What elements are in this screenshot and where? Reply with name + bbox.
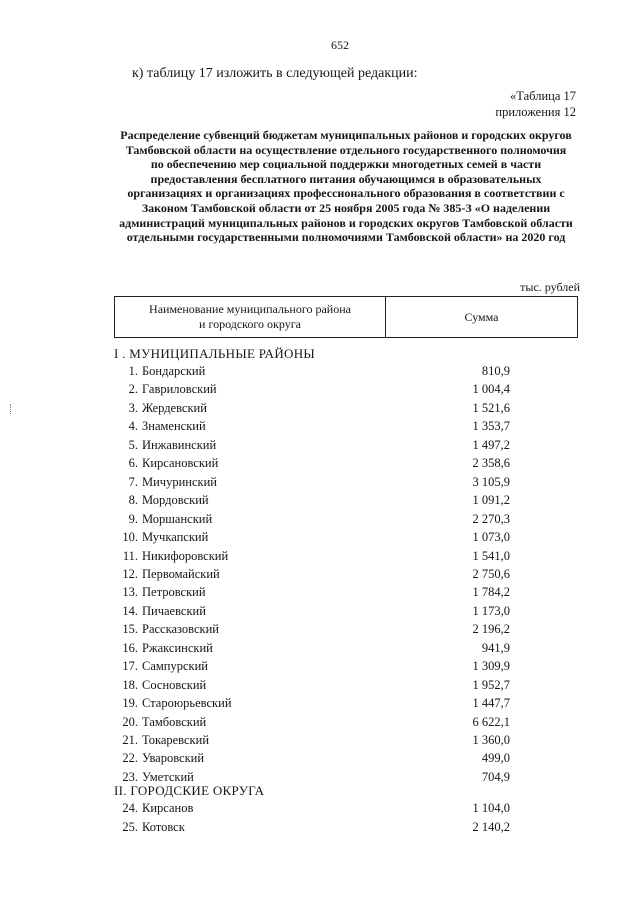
table-row [122, 456, 510, 474]
row-amount: 941,9 [481, 640, 510, 655]
page-number: 652 [331, 38, 349, 52]
row-number: 5. [128, 437, 138, 452]
row-district-name: Тамбовский [142, 714, 207, 729]
table-row [122, 801, 510, 819]
row-amount: 1 521,6 [472, 400, 510, 415]
row-district-name: Сосновский [142, 677, 207, 692]
row-amount: 1 173,0 [472, 603, 510, 618]
row-number: 2. [128, 382, 138, 397]
table-row [122, 438, 510, 456]
table-row [122, 604, 510, 622]
table-row [122, 696, 510, 714]
row-number: 7. [128, 474, 138, 489]
row-number: 12. [122, 566, 138, 581]
table-header [114, 296, 578, 338]
row-district-name: Рассказовский [142, 622, 219, 637]
row-district-name: Петровский [142, 585, 206, 600]
row-number: 1. [128, 364, 138, 378]
row-amount: 3 105,9 [472, 474, 510, 489]
row-amount: 1 309,9 [472, 659, 510, 674]
document-title: Распределение субвенций бюджетам муниципальных районов и городских округов Тамбовской области на осуществление отдельного государственного полномочия по обеспечению мер социальной поддержки многодетных семей в части предоставления бесплатного питания обучающимся в образовательных организациях и организациях профессионального образования в соответствии с Законом Тамбовской области от 25 ноября 2005 года № 385-З «О наделении администраций муниципальных районов и городских округов Тамбовской области отдельными государственными полномочиями Тамбовской области» на 2020 год [119, 128, 573, 245]
row-number: 17. [122, 659, 138, 674]
row-district-name: Котовск [142, 819, 185, 834]
table-row [122, 364, 510, 382]
row-district-name: Никифоровский [142, 548, 229, 563]
row-amount: 1 091,2 [472, 493, 510, 508]
row-district-name: Токаревский [142, 733, 210, 747]
row-number: 14. [122, 603, 138, 618]
row-amount: 2 750,6 [472, 566, 510, 581]
row-number: 9. [128, 511, 138, 526]
table-row [122, 493, 510, 511]
row-amount: 6 622,1 [472, 714, 510, 729]
table-row [122, 622, 510, 640]
row-district-name: Мордовский [142, 493, 209, 508]
table-row [122, 585, 510, 603]
row-amount: 2 270,3 [472, 511, 510, 526]
row-amount: 2 140,2 [472, 819, 510, 834]
row-amount: 704,9 [481, 769, 510, 784]
table-row [122, 820, 510, 838]
row-number: 21. [122, 733, 138, 747]
row-district-name: Сампурский [142, 659, 208, 674]
row-district-name: Староюрьевский [142, 696, 232, 711]
row-district-name: Первомайский [142, 566, 220, 581]
row-district-name: Пичаевский [142, 603, 206, 618]
table-row [122, 512, 510, 530]
row-district-name: Гавриловский [142, 382, 217, 397]
table-row [122, 549, 510, 567]
table-row [122, 659, 510, 677]
row-number: 11. [122, 548, 138, 563]
table-row [122, 641, 510, 659]
table-row [122, 715, 510, 733]
row-number: 13. [122, 585, 138, 600]
table-row [122, 751, 510, 769]
row-number: 6. [128, 456, 138, 471]
row-number: 16. [122, 640, 138, 655]
row-amount: 1 004,4 [472, 382, 510, 397]
row-district-name: Кирсанов [142, 801, 194, 815]
row-amount: 1 104,0 [472, 801, 510, 815]
scan-margin-mark [10, 404, 13, 414]
row-district-name: Мичуринский [142, 474, 217, 489]
row-number: 24. [122, 801, 138, 815]
row-number: 20. [122, 714, 138, 729]
row-amount: 1 073,0 [472, 530, 510, 545]
row-number: 22. [122, 751, 138, 766]
row-number: 4. [128, 419, 138, 434]
row-amount: 2 358,6 [472, 456, 510, 471]
table-row [122, 401, 510, 419]
table-row [122, 382, 510, 400]
table-row [122, 419, 510, 437]
header-name-line1: Наименование муниципального района [149, 302, 351, 316]
row-number: 10. [122, 530, 138, 545]
row-amount: 1 497,2 [472, 437, 510, 452]
header-sum-column: Сумма [464, 309, 499, 324]
table-row [122, 530, 510, 548]
table-row [122, 678, 510, 696]
row-number: 15. [122, 622, 138, 637]
appendix-table-ref: «Таблица 17 [510, 89, 576, 103]
appendix-annex-ref: приложения 12 [495, 105, 576, 119]
row-number: 18. [122, 677, 138, 692]
row-amount: 2 196,2 [472, 622, 510, 637]
row-amount: 1 952,7 [472, 677, 510, 692]
table-row [122, 733, 510, 751]
row-district-name: Уметский [142, 769, 194, 784]
row-district-name: Моршанский [142, 511, 213, 526]
row-number: 19. [122, 696, 138, 711]
section-municipal-districts: I . МУНИЦИПАЛЬНЫЕ РАЙОНЫ [114, 346, 316, 361]
table-row [122, 567, 510, 585]
header-name-line2: и городского округа [199, 317, 301, 331]
row-district-name: Уваровский [142, 751, 205, 766]
row-district-name: Жердевский [142, 400, 207, 415]
row-district-name: Инжавинский [142, 437, 217, 452]
row-amount: 1 784,2 [472, 585, 510, 600]
row-amount: 1 360,0 [472, 733, 510, 747]
header-name-column [115, 297, 386, 337]
row-amount: 810,9 [481, 364, 510, 378]
row-amount: 1 353,7 [472, 419, 510, 434]
row-district-name: Знаменский [142, 419, 206, 434]
row-district-name: Мучкапский [142, 530, 209, 545]
intro-text: к) таблицу 17 изложить в следующей редакции: [132, 66, 418, 81]
row-amount: 1 447,7 [472, 696, 510, 711]
units-label: тыс. рублей [520, 280, 580, 294]
section-city-districts: II. ГОРОДСКИЕ ОКРУГА [114, 783, 265, 798]
row-district-name: Ржаксинский [142, 640, 213, 655]
row-district-name: Бондарский [142, 364, 206, 378]
row-amount: 1 541,0 [472, 548, 510, 563]
row-district-name: Кирсановский [142, 456, 219, 471]
row-number: 25. [122, 819, 138, 834]
row-number: 8. [128, 493, 138, 508]
row-number: 23. [122, 769, 138, 784]
table-row [122, 475, 510, 493]
row-number: 3. [128, 400, 138, 415]
row-amount: 499,0 [481, 751, 510, 766]
